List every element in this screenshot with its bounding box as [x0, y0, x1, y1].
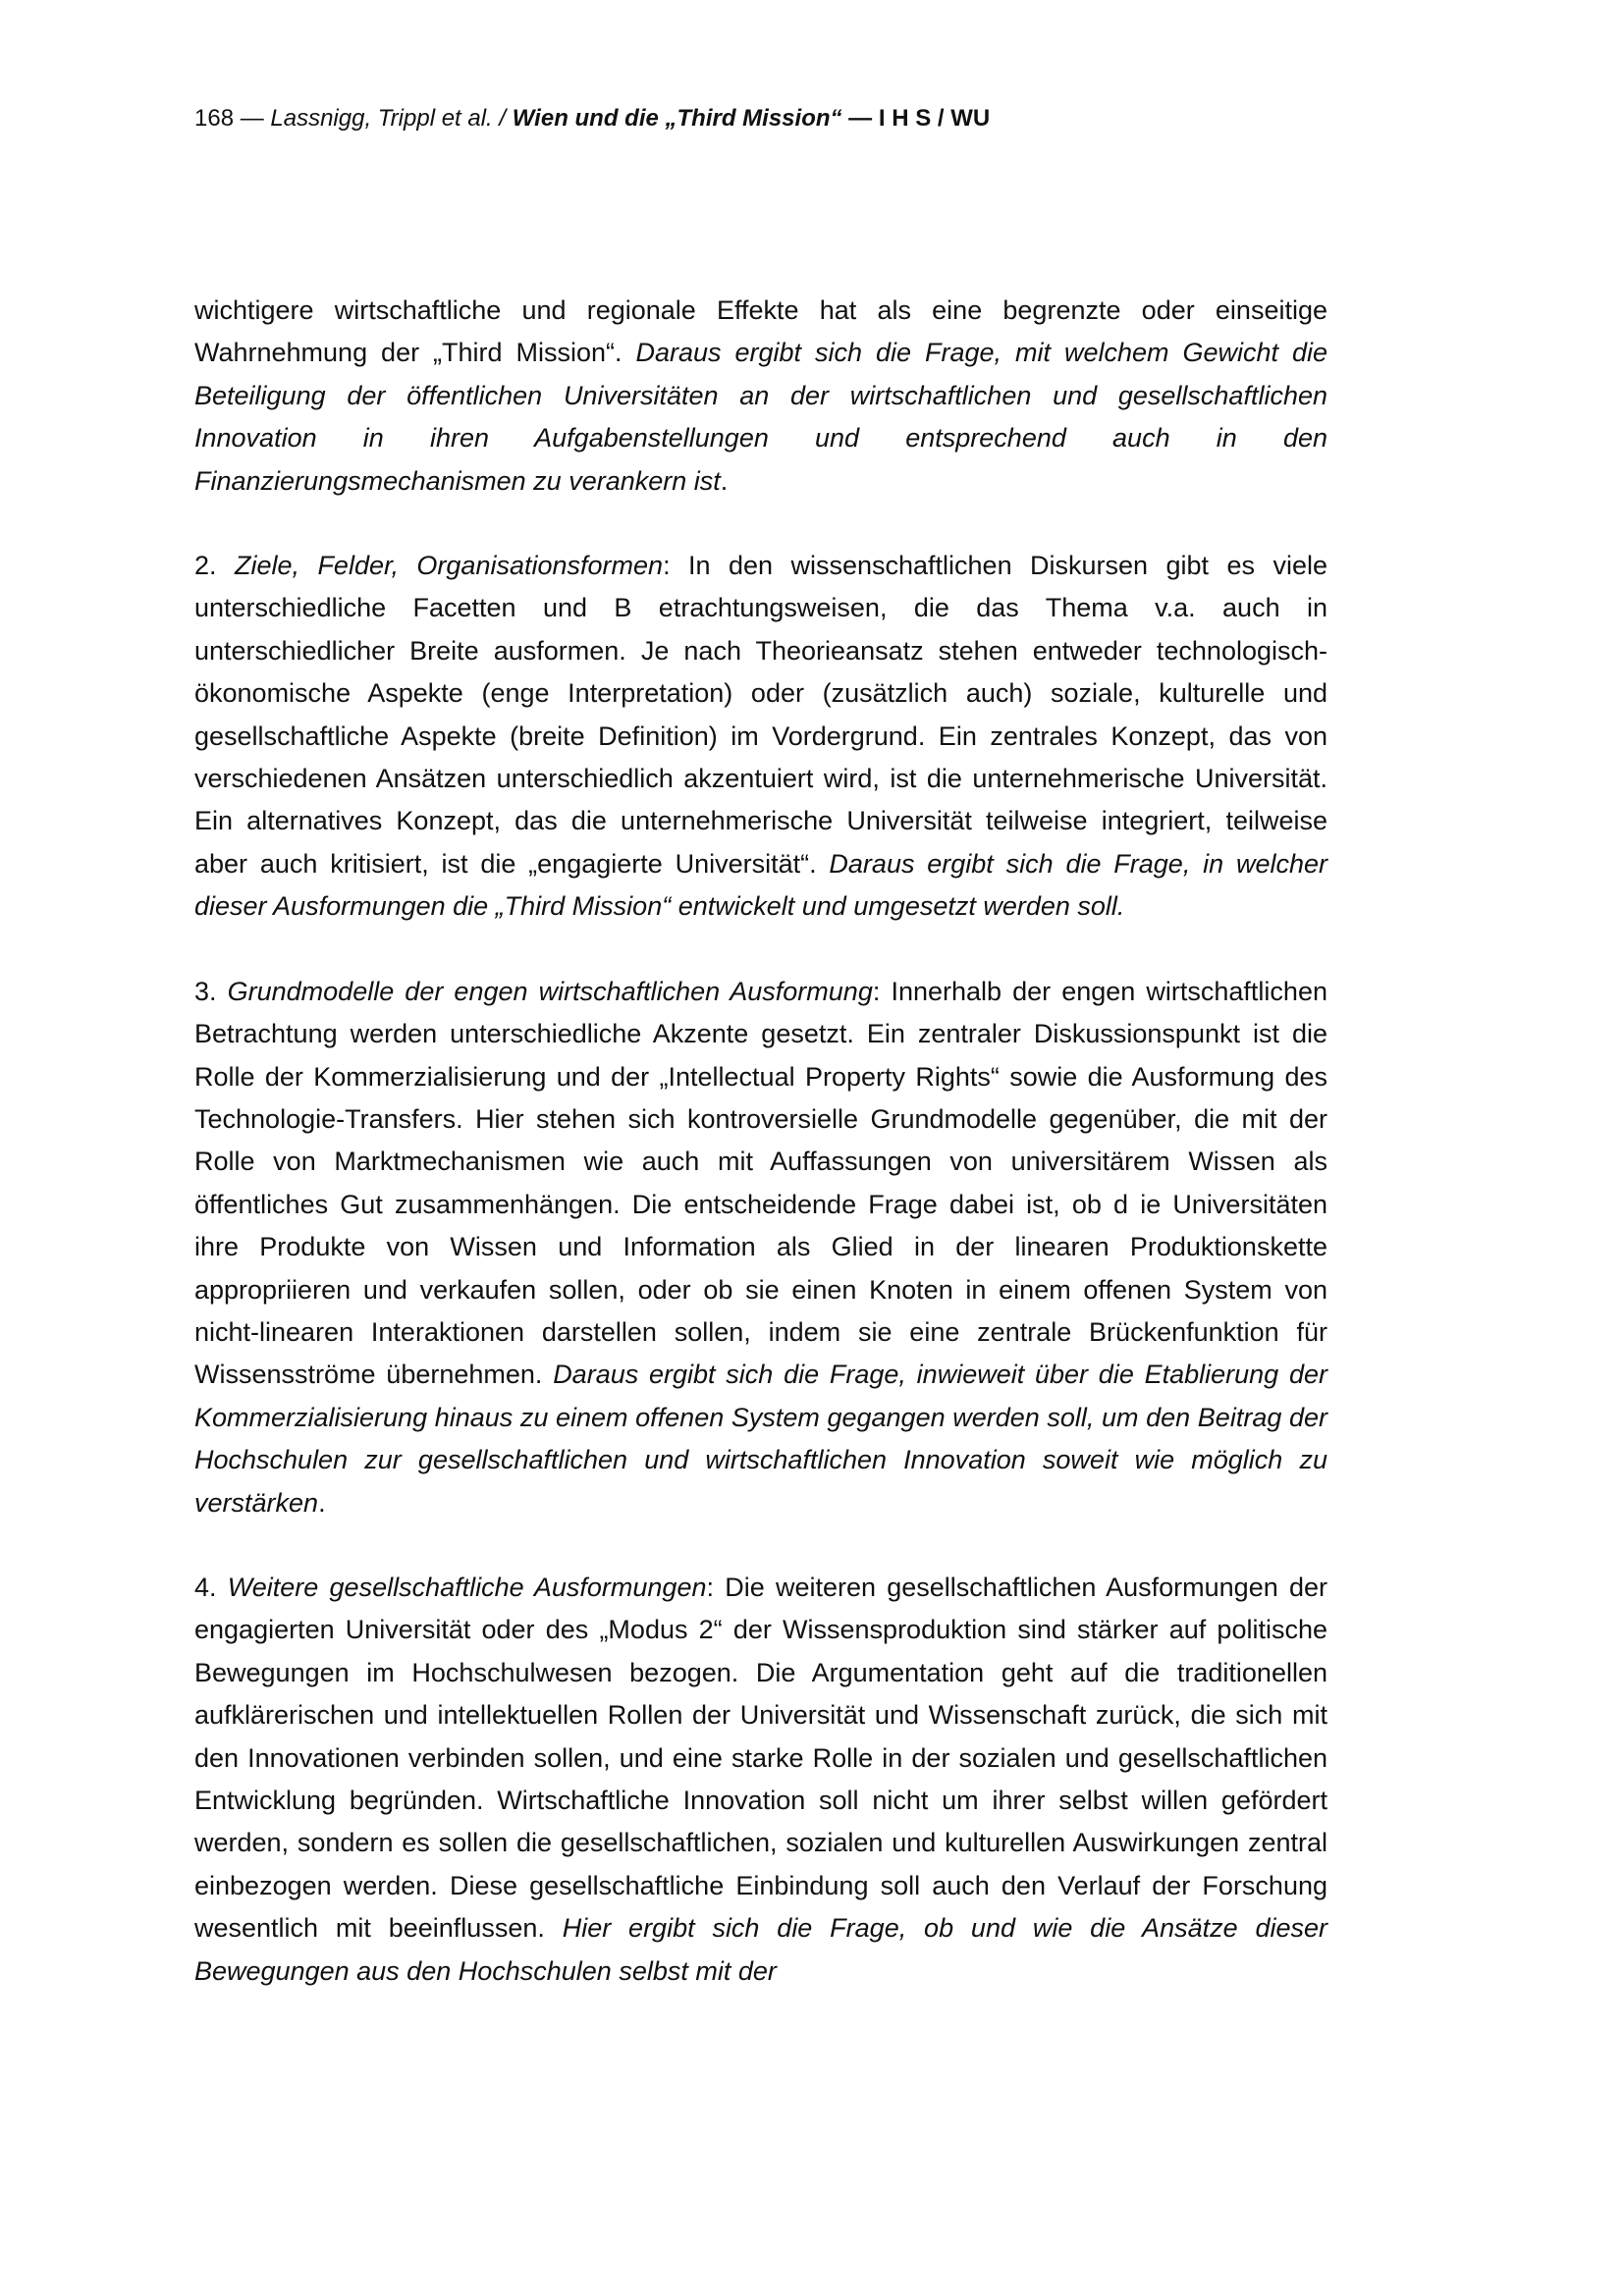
page-number: 168 [194, 105, 235, 132]
research-question: Daraus ergibt sich die Frage, inwieweit über die Etablierung der Kommerzialisierung hinaus zu einem offenen System gegangen werden soll, um den Beitrag der Hochschulen zur gesellschaftlichen und wirtschaftlichen Innovation soweit wie möglich zu verstärken [194, 1360, 1327, 1518]
research-question: Daraus ergibt sich die Frage, in welcher dieser Ausformungen die „Third Mission“ entwickelt und umgesetzt werden soll. [194, 848, 1327, 922]
paragraph-number: 3. [194, 976, 228, 1006]
paragraph-text: : Innerhalb der engen wirtschaftlichen Betrachtung werden unterschiedliche Akzente gesetzt. Ein zentraler Diskussionspunkt ist die Rolle der Kommerzialisierung und der „Intellectual Property Rights“ sowie die Ausformung des Technologie-Transfers. Hier stehen sich kontroversielle Grundmodelle gegenüber, die mit der Rolle von Marktmechanismen wie auch mit Auffassungen von universitärem Wissen als öffentliches Gut zusammenhängen. Die entscheidende Frage dabei ist, ob d ie Universitäten ihre Produkte von Wissen und Information als Glied in der linearen Produktionskette appropriieren und verkaufen sollen, oder ob sie einen Knoten in einem offenen System von nicht-linearen Interaktionen darstellen sollen, indem sie eine zentrale Brückenfunktion für Wissensströme übernehmen. [194, 976, 1327, 1390]
paragraph-number: 4. [194, 1572, 228, 1602]
research-question: Hier ergibt sich die Frage, ob und wie die Ansätze dieser Bewegungen aus den Hochschulen selbst mit der [194, 1913, 1327, 1986]
header-dash: — [234, 105, 271, 132]
paragraph-end: . [720, 465, 729, 496]
header-institution-wu: WU [950, 105, 991, 132]
paragraph-heading: Ziele, Felder, Organisationsformen [234, 551, 664, 581]
header-dash: — [841, 105, 879, 132]
paragraph-heading: Weitere gesellschaftliche Ausformungen [227, 1572, 707, 1602]
paragraph-continuation [194, 290, 1327, 503]
paragraph-end: . [318, 1487, 326, 1518]
paragraph-4 [194, 1567, 1327, 1993]
header-institution-ihs: I H S [878, 105, 932, 132]
paragraph-3 [194, 971, 1327, 1524]
paragraph-number: 2. [194, 551, 235, 581]
body-text [194, 290, 1327, 2035]
paragraph-text: : Die weiteren gesellschaftlichen Ausformungen der engagierten Universität oder des „Modus 2“ der Wissensproduktion sind stärker auf politische Bewegungen im Hochschulwesen bezogen. Die Argumentation geht auf die traditionellen aufklärerischen und intellektuellen Rollen der Universität und Wissenschaft zurück, die sich mit den Innovationen verbinden sollen, und eine starke Rolle in der sozialen und gesellschaftlichen Entwicklung begründen. Wirtschaftliche Innovation soll nicht um ihrer selbst willen gefördert werden, sondern es sollen die gesellschaftlichen, sozialen und kulturellen Auswirkungen zentral einbezogen werden. Diese gesellschaftliche Einbindung soll auch den Verlauf der Forschung wesentlich mit beeinflussen. [194, 1572, 1327, 1944]
paragraph-heading: Grundmodelle der engen wirtschaftlichen Ausformung [227, 976, 873, 1006]
paragraph-text: : In den wissenschaftlichen Diskursen gibt es viele unterschiedliche Facetten und B etrachtungsweisen, die das Thema v.a. auch in unterschiedlicher Breite ausformen. Je nach Theorieansatz stehen entweder technologisch-ökonomische Aspekte (enge Interpretation) oder (zusätzlich auch) soziale, kulturelle und gesellschaftliche Aspekte (breite Definition) im Vordergrund. Ein zentrales Konzept, das von verschiedenen Ansätzen unterschiedlich akzentuiert wird, ist die unternehmerische Universität. Ein alternatives Konzept, das die unternehmerische Universität teilweise integriert, teilweise aber auch kritisiert, ist die „engagierte Universität“. [194, 551, 1327, 879]
running-header [194, 102, 990, 135]
paragraph-2 [194, 545, 1327, 929]
header-authors: Lassnigg, Trippl et al. / [270, 105, 513, 132]
paragraph-text: wichtigere wirtschaftliche und regionale Effekte hat als eine begrenzte oder einseitige Wahrnehmung der „Third Mission“. [194, 295, 1327, 368]
research-question: Daraus ergibt sich die Frage, mit welchem Gewicht die Beteiligung der öffentlichen Universitäten an der wirtschaftlichen und gesellschaftlichen Innovation in ihren Aufgabenstellungen und entsprechend auch in den Finanzierungsmechanismen zu verankern ist [194, 338, 1327, 496]
header-title: Wien und die „Third Mission“ [512, 105, 842, 132]
header-separator: / [931, 105, 951, 132]
